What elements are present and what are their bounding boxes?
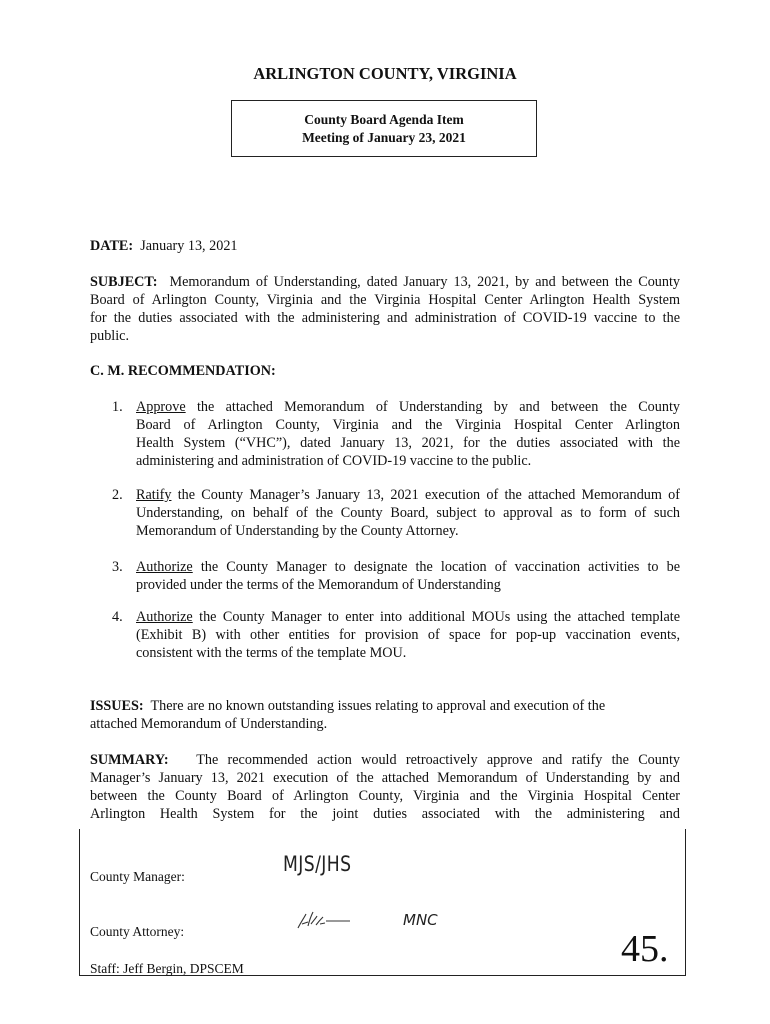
list-item-line: Understanding, on behalf of the County Board, subject to approval as to form of such bbox=[136, 505, 680, 521]
issues-label: ISSUES: bbox=[90, 698, 144, 714]
county-attorney-label: County Attorney: bbox=[90, 924, 185, 939]
list-item-number: 3. bbox=[112, 559, 123, 575]
list-item-line: the attached Memorandum of Understanding by and between the County bbox=[185, 399, 680, 415]
county-attorney-initials: MNC bbox=[403, 911, 438, 929]
list-item-line: Memorandum of Understanding by the County Attorney. bbox=[136, 523, 459, 539]
agenda-item-label: County Board Agenda Item bbox=[304, 112, 464, 127]
list-item-line: Health System (“VHC”), dated January 13, 2021, for the duties associated with the bbox=[136, 435, 680, 451]
attorney-signature-mark bbox=[296, 908, 352, 932]
list-item-number: 1. bbox=[112, 399, 123, 415]
summary-text-line: The recommended action would retroactively approve and ratify the County bbox=[196, 752, 681, 768]
subject-text-line: Memorandum of Understanding, dated January 13, 2021, by and between the County bbox=[169, 274, 681, 290]
recommendation-heading-text: C. M. RECOMMENDATION: bbox=[90, 363, 276, 379]
county-manager-label: County Manager: bbox=[90, 869, 185, 884]
date-value: January 13, 2021 bbox=[140, 238, 238, 254]
recommendation-heading bbox=[90, 362, 680, 380]
subject-section bbox=[90, 273, 680, 345]
meeting-date-label: Meeting of January 23, 2021 bbox=[302, 130, 466, 145]
list-item-verb: Approve bbox=[136, 399, 186, 415]
list-item-number: 2. bbox=[112, 487, 123, 503]
list-item-verb: Authorize bbox=[136, 609, 193, 625]
date-line bbox=[90, 237, 680, 255]
summary-section bbox=[90, 751, 680, 823]
summary-text-line: Arlington Health System for the joint duties associated with the administering and bbox=[90, 806, 680, 822]
county-manager-initials: MJS/JHS bbox=[283, 852, 352, 876]
summary-label: SUMMARY: bbox=[90, 752, 169, 768]
summary-text-line: Manager’s January 13, 2021 execution of the attached Memorandum of Understanding by and bbox=[90, 770, 680, 786]
subject-text-line: public. bbox=[90, 328, 130, 344]
signoff-box bbox=[79, 829, 686, 976]
page-title: ARLINGTON COUNTY, VIRGINIA bbox=[253, 64, 517, 83]
subject-text-line: for the duties associated with the administering and administration of COVID-19 vaccine to the bbox=[90, 310, 680, 326]
subject-label: SUBJECT: bbox=[90, 274, 158, 290]
issues-text-line: There are no known outstanding issues relating to approval and execution of the bbox=[150, 698, 606, 714]
list-item-line: the County Manager’s January 13, 2021 execution of the attached Memorandum of bbox=[171, 487, 680, 503]
list-item-line: the County Manager to enter into additional MOUs using the attached template bbox=[192, 609, 680, 625]
date-label: DATE: bbox=[90, 238, 134, 254]
list-item-line: consistent with the terms of the template MOU. bbox=[136, 645, 407, 661]
agenda-item-number: 45. bbox=[621, 928, 669, 970]
list-item-number: 4. bbox=[112, 609, 123, 625]
list-item-line: administering and administration of COVID-19 vaccine to the public. bbox=[136, 453, 532, 469]
list-item-line: (Exhibit B) with other entities for provision of space for pop-up vaccination events, bbox=[136, 627, 680, 643]
list-item-line: Board of Arlington County, Virginia and the Virginia Hospital Center Arlington bbox=[136, 417, 680, 433]
list-item-line: the County Manager to designate the location of vaccination activities to be bbox=[192, 559, 680, 575]
summary-text-line: between the County Board of Arlington County, Virginia and the Virginia Hospital Center bbox=[90, 788, 680, 804]
issues-section bbox=[90, 697, 680, 733]
list-item-line: provided under the terms of the Memorandum of Understanding bbox=[136, 577, 501, 593]
subject-text-line: Board of Arlington County, Virginia and the Virginia Hospital Center Arlington Health System bbox=[90, 292, 680, 308]
list-item-verb: Authorize bbox=[136, 559, 193, 575]
staff-label: Staff: Jeff Bergin, DPSCEM bbox=[90, 961, 244, 976]
issues-text-line: attached Memorandum of Understanding. bbox=[90, 716, 328, 732]
list-item-verb: Ratify bbox=[136, 487, 172, 503]
agenda-item-box bbox=[231, 100, 537, 157]
